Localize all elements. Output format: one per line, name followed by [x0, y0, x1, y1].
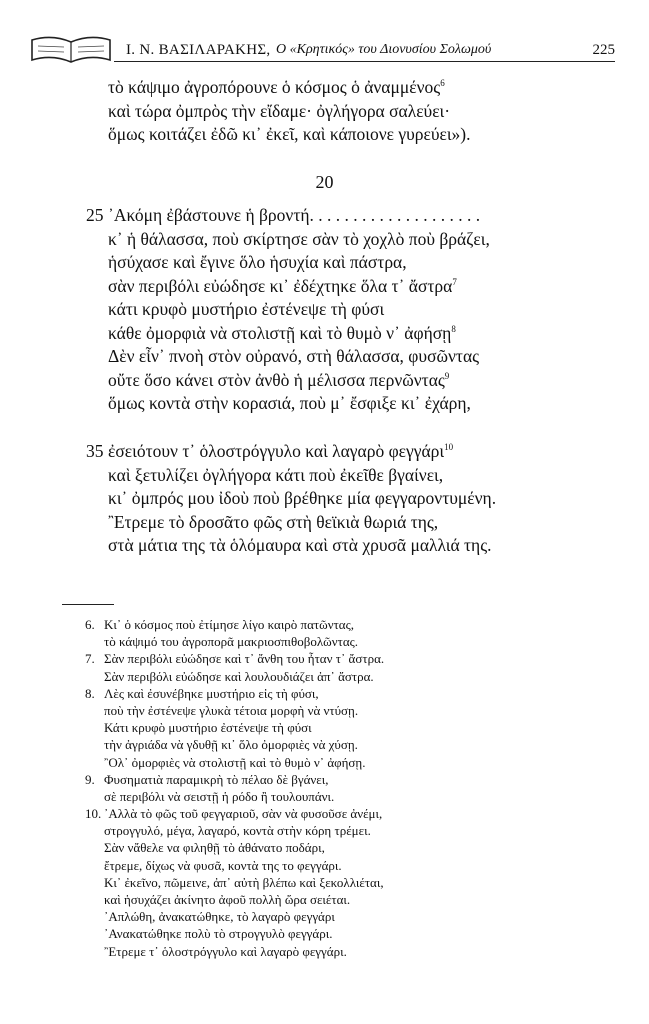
- verse-text: σὰν περιβόλι εὐώδησε κι᾽ ἐδέχτηκε ὅλα τ᾽ ἄστρα: [108, 275, 453, 296]
- verse-line: [78, 251, 598, 275]
- verse-text: καὶ τώρα ὀμπρὸς τὴν εἴδαμε· ὀγλήγορα σαλεύει·: [108, 100, 451, 121]
- verse-line: [78, 392, 598, 416]
- footnote-line: [88, 754, 568, 771]
- verse-text: κάθε ὀμορφιὰ νὰ στολιστῇ καὶ τὸ θυμὸ ν᾽ ἀφήσῃ: [108, 322, 452, 343]
- verse-text: ἡσύχασε καὶ ἔγινε ὅλο ἡσυχία καὶ πάστρα,: [108, 252, 407, 272]
- footnote-line: [88, 633, 568, 650]
- footnote-text: ποὺ τὴν ἐστένεψε γλυκὰ τέτοια μορφὴ νὰ ντύσῃ.: [104, 702, 359, 718]
- footnote-number: 7.: [85, 651, 95, 667]
- footnote-text: τὸ κάψιμό του ἀγροπορᾶ μακριοσπιθοβολῶντας.: [104, 634, 359, 650]
- footnote-text: ᾽Ανακατώθηκε πολὺ τὸ στρογγυλὸ φεγγάρι.: [104, 926, 333, 942]
- footnote-text: Κι᾽ ἐκεῖνο, πῶμεινε, ἀπ᾽ αὐτὴ βλέπω καὶ ξεκολλιέται,: [104, 874, 384, 890]
- verse-line: [78, 100, 598, 124]
- footnote-marker: 7: [452, 276, 457, 287]
- footnote-text: Λὲς καὶ ἐσυνέβηκε μυστήριο εἰς τὴ φύσι,: [104, 685, 319, 701]
- verse-text: οὔτε ὅσο κάνει στὸν ἀνθὸ ἡ μέλισσα περνῶντας: [108, 369, 445, 390]
- verse-line: [78, 345, 598, 369]
- footnote-line: [85, 805, 568, 822]
- footnote-line: [88, 857, 568, 874]
- footnote-marker: 9: [444, 370, 450, 381]
- footnote-text: σὲ περιβόλι νὰ σειστῇ ἡ ρόδο ἢ τουλουπάνι.: [104, 788, 335, 804]
- verse-line: [78, 487, 598, 511]
- footnote-line: [88, 702, 568, 719]
- footnote-text: Κι᾽ ὁ κόσμος ποὺ ἐτίμησε λίγο καιρὸ πατῶντας,: [104, 617, 355, 632]
- verse-line: [78, 228, 598, 252]
- footnote-line: [88, 874, 568, 891]
- footnote-line: [88, 925, 568, 942]
- footnote-line: [88, 668, 568, 685]
- footnote-line: [88, 908, 568, 925]
- footnote-number: 6.: [85, 617, 95, 632]
- author-name: Ι. Ν. ΒΑΣΙΛΑΡΑΚΗΣ,: [126, 42, 271, 58]
- footnote-text: ἔτρεμε, δίχως νὰ φυσᾶ, κοντὰ της το φεγγάρι.: [104, 857, 342, 873]
- verse-text: κι᾽ ὀμπρός μου ἰδοὺ ποὺ βρέθηκε μία φεγγαροντυμένη.: [108, 488, 497, 508]
- verse-text: Δὲν εἶν᾽ πνοὴ στὸν οὐρανό, στὴ θάλασσα, φυσῶντας: [108, 346, 480, 366]
- footnote-line: [85, 616, 568, 633]
- verse-line: [78, 275, 598, 299]
- footnote-marker: 10: [444, 442, 454, 453]
- footnote-number: 9.: [85, 771, 95, 787]
- footnote-line: [85, 650, 568, 667]
- footnote-rule: [62, 604, 114, 605]
- footnote-text: ᾽Απλώθη, ἀνακατώθηκε, τὸ λαγαρὸ φεγγάρι: [104, 909, 335, 925]
- verse-text: κ᾽ ἡ θάλασσα, ποὺ σκίρτησε σὰν τὸ χοχλὸ ποὺ βράζει,: [108, 228, 490, 249]
- footnote-line: [88, 736, 568, 753]
- footnote-line: [88, 788, 568, 805]
- footnote-number: 10.: [85, 806, 102, 822]
- page-number: 225: [592, 42, 615, 58]
- footnote-marker: 8: [451, 323, 456, 334]
- verse-text: ῍Ετρεμε τὸ δροσᾶτο φῶς στὴ θεϊκιὰ θωριά της,: [108, 511, 439, 532]
- open-book-logo-icon: [30, 34, 112, 64]
- verse-line: [78, 440, 598, 464]
- line-number: 35: [86, 441, 104, 461]
- verse-text: στὰ μάτια της τὰ ὁλόμαυρα καὶ στὰ χρυσᾶ μαλλιά της.: [108, 535, 492, 555]
- verse-text: ὅμως κοιτάζει ἐδῶ κι᾽ ἐκεῖ, καὶ κάποιονε γυρεύει»).: [108, 124, 471, 144]
- footnote-text: Κάτι κρυφὸ μυστήριο ἐστένεψε τὴ φύσι: [104, 720, 312, 736]
- verse-text: ἐσειότουν τ᾽ ὁλοστρόγγυλο καὶ λαγαρὸ φεγγάρι: [108, 441, 445, 461]
- verse-block-closing: [78, 440, 598, 558]
- footnote-text: Φυσηματιὰ παραμικρὴ τὸ πέλαο δὲ βγάνει,: [104, 771, 329, 787]
- footnote-text: ῍Ολ᾽ ὀμορφιὲς νὰ στολιστῇ καὶ τὸ θυμὸ ν᾽ ἀφήσῃ.: [104, 754, 366, 770]
- verse-text: κάτι κρυφὸ μυστήριο ἐστένεψε τὴ φύσι: [108, 299, 385, 319]
- footnote-text: Σὰν περιβόλι εὐώδησε καὶ τ᾽ ἄνθη του ἦταν τ᾽ ἄστρα.: [104, 651, 385, 667]
- stanza-number: 20: [315, 172, 334, 192]
- footnote-number: 8.: [85, 685, 95, 701]
- footnote-line: [88, 943, 568, 960]
- footnote-text: Σὰν νἄθελε να φιληθῇ τὸ ἀθάνατο ποδάρι,: [104, 840, 325, 856]
- footnote-text: ῍Ετρεμε τ᾽ ὁλοστρόγγυλο καὶ λαγαρὸ φεγγάρι.: [104, 943, 347, 959]
- verse-line: [78, 464, 598, 488]
- footnote-marker: 6: [440, 78, 445, 89]
- footnote-text: ᾽Αλλὰ τὸ φῶς τοῦ φεγγαριοῦ, σὰν νὰ φυσοῦσε ἀνέμι,: [104, 806, 383, 822]
- footnote-text: Σὰν περιβόλι εὐώδησε καὶ λουλουδιάζει ἀπ᾽ ἄστρα.: [104, 668, 374, 684]
- verse-block-stanza-20: [78, 204, 598, 416]
- verse-line: [78, 534, 598, 558]
- verse-text: ὅμως κοντὰ στὴν κορασιά, ποὺ μ᾽ ἔσφιξε κι᾽ ἐχάρη,: [108, 393, 471, 413]
- verse-line: [78, 123, 598, 147]
- verse-line: [78, 298, 598, 322]
- footnote-line: [85, 771, 568, 788]
- footnote-line: [88, 891, 568, 908]
- verse-line: [78, 204, 598, 228]
- footnote-line: [85, 685, 568, 702]
- work-title: Ο «Κρητικός» του Διονυσίου Σολωμού: [276, 42, 492, 57]
- footnote-text: τὴν ἀγριάδα νὰ γδυθῇ κι᾽ ὅλο ὀμορφιὲς νὰ χύσῃ.: [104, 737, 358, 753]
- verse-line: [78, 369, 598, 393]
- footnote-line: [88, 839, 568, 856]
- footnote-line: [88, 822, 568, 839]
- verse-line: [78, 511, 598, 535]
- line-number: 25: [86, 205, 104, 225]
- verse-text: καὶ ξετυλίζει ὀγλήγορα κάτι ποὺ ἐκεῖθε βγαίνει,: [108, 464, 444, 485]
- verse-line: [78, 322, 598, 346]
- verse-text: τὸ κάψιμο ἀγροπόρουνε ὁ κόσμος ὁ ἀναμμένος: [108, 77, 441, 97]
- footnote-line: [88, 719, 568, 736]
- verse-text: ᾽Ακόμη ἐβάστουνε ἡ βροντή. . . . . . . . . . . . . . . . . . . .: [108, 205, 481, 225]
- verse-line: [78, 76, 598, 100]
- footnote-text: στρογγυλό, μέγα, λαγαρό, κοντὰ στὴν κόρη τρέμει.: [104, 823, 371, 839]
- verse-block-top: [78, 76, 598, 147]
- footnotes: [85, 616, 568, 960]
- footnote-text: καὶ ἡσυχάζει ἀκίνητο ἀφοῦ πολλὴ ὥρα σειέται.: [104, 892, 351, 907]
- header-rule: [114, 61, 615, 62]
- page-header: [30, 34, 615, 64]
